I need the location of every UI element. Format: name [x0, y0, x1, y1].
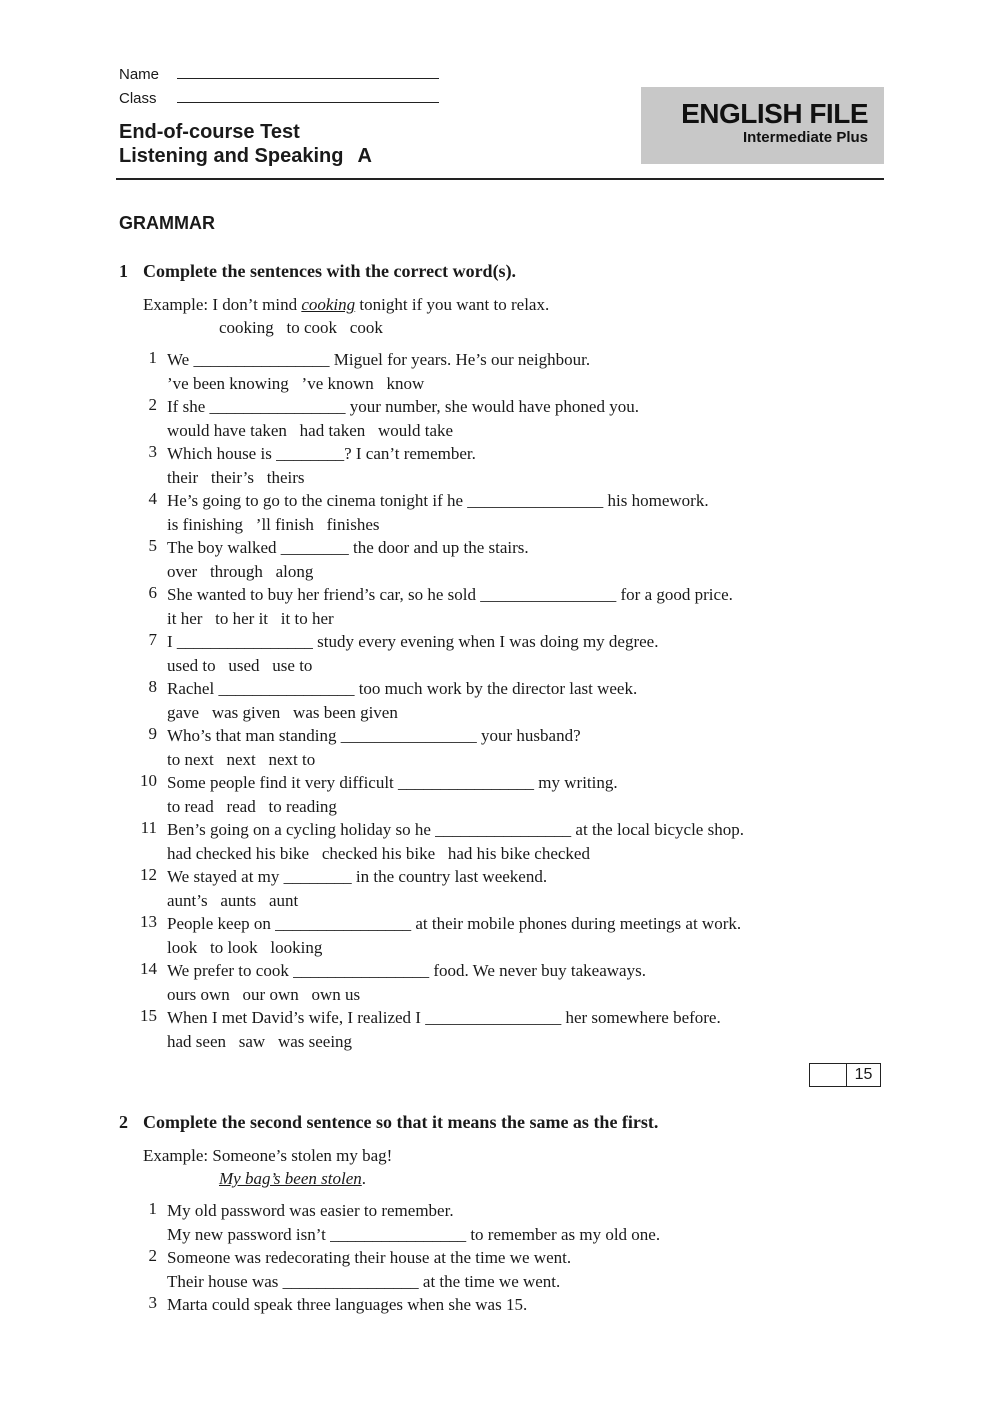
item-sentence[interactable]: We ________________ Miguel for years. He’s our neighbour.: [167, 350, 591, 369]
item-options[interactable]: to read read to reading: [167, 796, 337, 816]
item-number: 9: [148, 724, 157, 743]
exercise1-item: [127, 489, 887, 536]
exercise2-example: [143, 1144, 392, 1190]
name-label: Name: [119, 66, 160, 83]
item-sentence[interactable]: Some people find it very difficult ________________ my writing.: [167, 773, 618, 792]
score-max: 15: [854, 1066, 873, 1083]
example2-prefix: Example: Someone’s stolen my bag!: [143, 1146, 393, 1165]
item-sentence[interactable]: Marta could speak three languages when she was 15.: [167, 1295, 528, 1314]
exercise1-item: [127, 959, 887, 1006]
item-number: 13: [140, 912, 157, 931]
item-sentence[interactable]: People keep on ________________ at their mobile phones during meetings at work.: [167, 914, 742, 933]
item-number: 12: [140, 865, 157, 884]
item-options[interactable]: aunt’s aunts aunt: [167, 890, 299, 910]
exercise1-item: [127, 771, 887, 818]
item-number: 1: [148, 348, 157, 367]
item-options[interactable]: had seen saw was seeing: [167, 1031, 353, 1051]
class-blank[interactable]: [177, 88, 439, 103]
score-box: [809, 1063, 881, 1087]
exercise1-items: [127, 348, 887, 1053]
test-version: A: [357, 145, 372, 167]
item-number: 4: [148, 489, 157, 508]
item-body: [167, 1199, 887, 1246]
item-options[interactable]: look to look looking: [167, 937, 323, 957]
exercise1-item: [127, 583, 887, 630]
item-sentence[interactable]: We stayed at my ________ in the country last weekend.: [167, 867, 548, 886]
exercise1-item: [127, 677, 887, 724]
exercise1-item: [127, 912, 887, 959]
item-number: 3: [148, 442, 157, 461]
item-number: 10: [140, 771, 157, 790]
item-body: [167, 395, 887, 442]
exercise1-item: [127, 536, 887, 583]
item-options[interactable]: gave was given was been given: [167, 702, 398, 722]
item-body: [167, 536, 887, 583]
class-field-row: [119, 88, 439, 107]
exercise1-item: [127, 724, 887, 771]
example2-answer: My bag’s been stolen: [219, 1169, 362, 1188]
item-sentence[interactable]: Which house is ________? I can’t remember.: [167, 444, 476, 463]
item-options[interactable]: their their’s theirs: [167, 467, 305, 487]
item-options[interactable]: it her to her it it to her: [167, 608, 334, 628]
item-body: [167, 959, 887, 1006]
exercise1-item: [127, 395, 887, 442]
exercise2-items: [127, 1199, 887, 1317]
exercise1-heading: [119, 261, 516, 282]
item-body: [167, 442, 887, 489]
item-body: [167, 865, 887, 912]
item-number: 2: [148, 395, 157, 414]
item-body: [167, 818, 887, 865]
item-options[interactable]: would have taken had taken would take: [167, 420, 454, 440]
item-sentence[interactable]: Rachel ________________ too much work by the director last week.: [167, 679, 638, 698]
item-options[interactable]: ’ve been knowing ’ve known know: [167, 373, 425, 393]
example-answer: cooking: [301, 295, 356, 314]
exercise2-item: [127, 1246, 887, 1293]
item-sentence[interactable]: She wanted to buy her friend’s car, so he sold ________________ for a good price.: [167, 585, 733, 604]
item-sentence[interactable]: The boy walked ________ the door and up the stairs.: [167, 538, 529, 557]
item-sentence[interactable]: If she ________________ your number, she would have phoned you.: [167, 397, 639, 416]
exercise1-item: [127, 865, 887, 912]
item-body: [167, 1246, 887, 1293]
logo-main-text: ENGLISH FILE: [681, 98, 868, 129]
item-number: 14: [140, 959, 157, 978]
item-number: 7: [148, 630, 157, 649]
example-suffix: tonight if you want to relax.: [355, 295, 550, 314]
item-sentence[interactable]: Ben’s going on a cycling holiday so he ________________ at the local bicycle shop.: [167, 820, 744, 839]
item-number: 5: [148, 536, 157, 555]
test-title: [119, 120, 372, 168]
exercise2-heading: [119, 1112, 658, 1133]
item-rewrite[interactable]: Their house was ________________ at the time we went.: [167, 1271, 561, 1291]
exercise1-number: 1: [119, 261, 128, 281]
example2-suffix: .: [361, 1169, 366, 1188]
exercise1-item: [127, 442, 887, 489]
item-number: 11: [140, 818, 157, 837]
item-body: [167, 1293, 887, 1317]
item-body: [167, 724, 887, 771]
logo-sub-text: Intermediate Plus: [742, 129, 868, 146]
name-field-row: [119, 64, 439, 83]
item-body: [167, 630, 887, 677]
item-body: [167, 677, 887, 724]
item-sentence[interactable]: Who’s that man standing ________________ your husband?: [167, 726, 581, 745]
exercise1-item: [127, 630, 887, 677]
item-body: [167, 1006, 887, 1053]
test-subtitle: Listening and Speaking: [119, 145, 344, 167]
class-label: Class: [119, 90, 157, 107]
item-options[interactable]: over through along: [167, 561, 314, 581]
item-rewrite[interactable]: My new password isn’t ________________ to remember as my old one.: [167, 1224, 661, 1244]
exercise2-item: [127, 1199, 887, 1246]
item-sentence[interactable]: I ________________ study every evening when I was doing my degree.: [167, 632, 659, 651]
exercise1-item: [127, 348, 887, 395]
item-sentence[interactable]: When I met David’s wife, I realized I ________________ her somewhere before.: [167, 1008, 721, 1027]
exercise2-item: [127, 1293, 887, 1317]
item-number: 1: [148, 1199, 157, 1218]
item-options[interactable]: to next next next to: [167, 749, 316, 769]
item-number: 8: [148, 677, 157, 696]
item-body: [167, 912, 887, 959]
item-sentence[interactable]: Someone was redecorating their house at the time we went.: [167, 1248, 572, 1267]
item-number: 6: [148, 583, 157, 602]
exercise1-item: [127, 818, 887, 865]
item-number: 2: [148, 1246, 157, 1265]
item-options[interactable]: used to used use to: [167, 655, 313, 675]
item-body: [167, 348, 887, 395]
exercise1-example: [143, 293, 549, 339]
section-title: GRAMMAR: [119, 213, 215, 233]
item-number: 3: [148, 1293, 157, 1312]
item-sentence[interactable]: He’s going to go to the cinema tonight if he ________________ his homework.: [167, 491, 709, 510]
exercise1-instruction: Complete the sentences with the correct word(s).: [143, 261, 517, 281]
english-file-logo: [641, 87, 884, 164]
test-title-line1: End-of-course Test: [119, 121, 300, 143]
example-options: cooking to cook cook: [219, 318, 383, 337]
example-prefix: Example: I don’t mind: [143, 295, 302, 314]
item-body: [167, 583, 887, 630]
exercise2-number: 2: [119, 1112, 128, 1132]
item-number: 15: [140, 1006, 157, 1025]
item-sentence[interactable]: My old password was easier to remember.: [167, 1201, 454, 1220]
item-options[interactable]: ours own our own own us: [167, 984, 361, 1004]
item-options[interactable]: had checked his bike checked his bike had his bike checked: [167, 843, 590, 863]
exercise2-instruction: Complete the second sentence so that it means the same as the first.: [143, 1112, 659, 1132]
item-options[interactable]: is finishing ’ll finish finishes: [167, 514, 380, 534]
exercise1-item: [127, 1006, 887, 1053]
test-title-line2: [119, 144, 372, 168]
header-divider: [116, 178, 884, 180]
name-blank[interactable]: [177, 64, 439, 79]
item-body: [167, 771, 887, 818]
score-input[interactable]: [810, 1064, 847, 1086]
item-body: [167, 489, 887, 536]
item-sentence[interactable]: We prefer to cook ________________ food. We never buy takeaways.: [167, 961, 646, 980]
